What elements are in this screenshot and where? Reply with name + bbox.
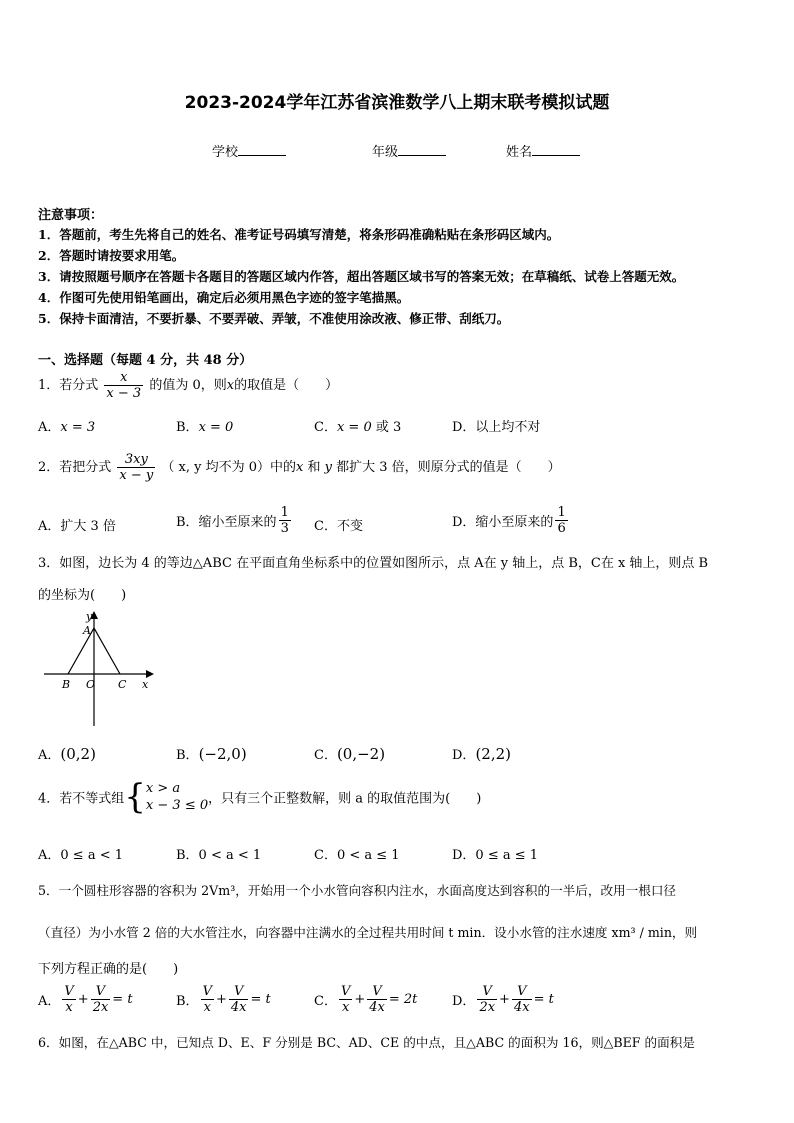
q4-prefix: 4．若不等式组 — [38, 791, 125, 807]
q5-a-rhs: = t — [112, 992, 133, 1007]
q1-option-d-text: D．以上均不对 — [452, 420, 541, 435]
label-o: O — [86, 678, 96, 691]
label-b: B — [62, 678, 71, 691]
q1-option-d[interactable] — [452, 416, 540, 435]
q5-d-frac-2-num: V — [512, 984, 532, 1000]
question-6-line-1: 6．如图，在△ABC 中，已知点 D、E、F 分别是 BC、AD、CE 的中点，且△ABC 的面积为 16，则△BEF 的面积是 — [38, 1035, 695, 1050]
q5-a-frac-2-num: V — [91, 984, 111, 1000]
q1-var: x — [226, 378, 235, 393]
label-x: x — [142, 678, 149, 691]
q1-option-b-text: x = 0 — [198, 420, 234, 435]
label-a: A — [83, 624, 91, 637]
q5-a-plus: + — [77, 992, 89, 1007]
q5-option-c[interactable] — [314, 984, 417, 1015]
question-5-line-3: 下列方程正确的是( ) — [38, 962, 179, 977]
name-blank — [532, 142, 580, 156]
q2-fraction — [117, 452, 155, 483]
q5-d-frac-2-den: 4x — [513, 1000, 530, 1015]
q5-option-d[interactable] — [452, 984, 554, 1015]
q3-option-b-text: (−2,0) — [198, 745, 247, 763]
q5-a-frac-1 — [62, 984, 75, 1015]
q1-text: 的值为 0，则 — [149, 378, 227, 393]
q1-option-a-label: A． — [38, 420, 61, 435]
q4-text: ，只有三个正整数解，则 a 的取值范围为( ) — [208, 791, 482, 807]
x-axis-arrow — [146, 670, 154, 678]
question-5-line-1: 5．一个圆柱形容器的容积为 2Vm³，开始用一个小水管向容积内注水，水面高度达到容积的一半后，改用一根口径 — [38, 883, 677, 898]
q4-option-d[interactable]: D．0 ≤ a ≤ 1 — [452, 848, 539, 863]
q5-a-frac-1-num: V — [64, 984, 74, 999]
q4-brace: { — [124, 777, 146, 817]
notice-item-5: 5．保持卡面清洁，不要折暴、不要弄破、弄皱，不准使用涂改液、修正带、刮纸刀。 — [38, 311, 510, 326]
q2-option-b[interactable] — [176, 505, 293, 536]
q3-option-a[interactable] — [38, 744, 96, 763]
grade-field — [372, 141, 446, 160]
q3-option-a-label: A． — [38, 748, 61, 763]
school-field — [212, 141, 286, 160]
q5-option-c-label: C． — [314, 994, 337, 1009]
q1-text-2: 的取值是（ ） — [234, 378, 339, 393]
q3-option-b-label: B． — [176, 748, 199, 763]
q2-option-b-num: 1 — [280, 505, 289, 520]
q2-text: 都扩大 3 倍，则原分式的值是（ ） — [331, 460, 561, 475]
notice-item-4: 4．作图可先使用铅笔画出，确定后必须用黑色字迹的签字笔描黑。 — [38, 290, 410, 305]
q5-c-frac-2-den: 4x — [369, 1000, 385, 1015]
q2-option-b-text: B．缩小至原来的 — [176, 515, 277, 530]
q4-option-c[interactable]: C．0 < a ≤ 1 — [314, 848, 400, 863]
q5-c-frac-2 — [367, 984, 387, 1015]
q4-option-a[interactable]: A．0 ≤ a < 1 — [38, 848, 123, 863]
notice-item-1: 1．答题前，考生先将自己的姓名、准考证号码填写清楚，将条形码准确粘贴在条形码区域内。 — [38, 227, 560, 242]
q5-c-frac-1 — [339, 984, 352, 1015]
q2-option-b-fraction — [279, 505, 291, 536]
q5-c-plus: + — [354, 992, 366, 1007]
q1-option-c-label: C． — [314, 420, 337, 435]
q3-option-c-text: (0,−2) — [336, 745, 386, 763]
q5-d-frac-1-den: 2x — [479, 1000, 496, 1015]
q2-var-x: x — [296, 460, 304, 475]
q5-d-rhs: = t — [533, 992, 554, 1007]
question-2 — [38, 452, 561, 483]
notice-item-2: 2．答题时请按要求用笔。 — [38, 248, 185, 263]
q2-option-d[interactable] — [452, 505, 570, 536]
q5-option-d-label: D． — [452, 994, 476, 1009]
q1-option-a-text: x = 3 — [60, 420, 96, 435]
q1-option-b[interactable] — [176, 416, 233, 435]
q4-system — [146, 780, 208, 814]
page-title: 2023-2024学年江苏省滨淮数学八上期末联考模拟试题 — [184, 93, 610, 113]
q5-option-a[interactable] — [38, 984, 133, 1015]
q4-option-b[interactable]: B．0 < a < 1 — [176, 848, 262, 863]
q5-a-frac-2-den: 2x — [92, 1000, 109, 1015]
q2-denominator: x − y — [119, 468, 154, 483]
q3-option-c[interactable] — [314, 744, 385, 763]
q3-option-d-label: D． — [452, 748, 476, 763]
q2-option-d-den: 6 — [557, 521, 566, 536]
grade-label: 年级 — [372, 145, 399, 160]
q3-option-a-text: (0,2) — [60, 745, 96, 763]
q5-b-frac-1-den: x — [203, 1000, 211, 1015]
q5-c-frac-2-num: V — [367, 984, 387, 1000]
q5-b-frac-1 — [201, 984, 214, 1015]
q4-row-1: x > a — [145, 781, 181, 796]
q5-b-frac-2-num: V — [229, 984, 249, 1000]
section-heading: 一、选择题（每题 4 分，共 48 分） — [38, 353, 253, 368]
q2-option-d-fraction — [555, 505, 567, 536]
q1-option-c-text: x = 0 — [336, 420, 372, 435]
q4-row-2: x − 3 ≤ 0 — [145, 798, 209, 813]
q2-option-c[interactable] — [314, 515, 363, 534]
q5-d-frac-1-num: V — [477, 984, 497, 1000]
q1-numerator: x — [104, 370, 143, 386]
q2-condition: （ x, y 均不为 0）中的 — [161, 460, 297, 475]
q2-and: 和 — [303, 460, 325, 475]
question-3-line-2: 的坐标为( ) — [38, 588, 127, 603]
notice-heading: 注意事项： — [38, 208, 104, 223]
q2-option-a[interactable] — [38, 515, 116, 534]
q1-fraction — [104, 370, 143, 401]
grade-blank — [398, 142, 446, 156]
q5-a-frac-2 — [91, 984, 111, 1015]
q5-c-rhs: = 2t — [388, 992, 418, 1007]
q2-option-c-text: C．不变 — [314, 519, 363, 534]
label-y: y — [86, 610, 93, 623]
q5-c-frac-1-den: x — [341, 1000, 350, 1015]
q5-d-frac-2 — [512, 984, 532, 1015]
q3-option-b[interactable] — [176, 744, 247, 763]
q2-option-d-num: 1 — [557, 505, 566, 520]
question-3-line-1: 3．如图，边长为 4 的等边△ABC 在平面直角坐标系中的位置如图所示，点 A在 y 轴上，点 B，C在 x 轴上，则点 B — [38, 556, 709, 571]
q3-option-d[interactable] — [452, 744, 511, 763]
q1-option-c[interactable] — [314, 416, 401, 435]
q3-option-c-label: C． — [314, 748, 337, 763]
q5-d-plus: + — [499, 992, 510, 1007]
q1-option-c-text-2: 或 3 — [371, 420, 402, 435]
q1-prefix: 1．若分式 — [38, 378, 99, 393]
q5-a-frac-1-den: x — [65, 1000, 73, 1015]
notice-item-3: 3．请按照题号顺序在答题卡各题目的答题区域内作答，超出答题区域书写的答案无效；在草稿纸、试卷上答题无效。 — [38, 269, 685, 284]
q5-d-frac-1 — [477, 984, 497, 1015]
q2-option-b-den: 3 — [280, 521, 289, 536]
q3-option-d-text: (2,2) — [475, 745, 511, 763]
school-blank — [238, 142, 286, 156]
q5-option-b-label: B． — [176, 994, 199, 1009]
q5-b-rhs: = t — [250, 992, 271, 1007]
q5-b-plus: + — [215, 992, 227, 1007]
q5-option-a-label: A． — [38, 994, 61, 1009]
q3-figure — [38, 608, 158, 732]
q1-option-b-label: B． — [176, 420, 199, 435]
q2-numerator: 3xy — [117, 452, 155, 468]
label-c: C — [118, 678, 127, 691]
name-field — [506, 141, 580, 160]
q2-option-a-text: A．扩大 3 倍 — [38, 519, 116, 534]
q2-prefix: 2．若把分式 — [38, 460, 112, 475]
q5-c-frac-1-num: V — [340, 984, 351, 999]
q1-option-a[interactable] — [38, 416, 95, 435]
question-5-line-2: （直径）为小水管 2 倍的大水管注水，向容器中注满水的全过程共用时间 t min．设小水管的注水速度 xm³ / min，则 — [38, 925, 698, 940]
q5-b-frac-1-num: V — [202, 984, 212, 999]
q2-var-y: y — [324, 460, 332, 475]
q5-b-frac-2 — [229, 984, 249, 1015]
q2-option-d-text: D．缩小至原来的 — [452, 515, 554, 530]
name-label: 姓名 — [506, 145, 533, 160]
question-4 — [38, 777, 482, 817]
question-1 — [38, 370, 338, 401]
q1-denominator: x − 3 — [106, 386, 142, 401]
school-label: 学校 — [212, 145, 239, 160]
q5-b-frac-2-den: 4x — [230, 1000, 247, 1015]
q5-option-b[interactable] — [176, 984, 271, 1015]
